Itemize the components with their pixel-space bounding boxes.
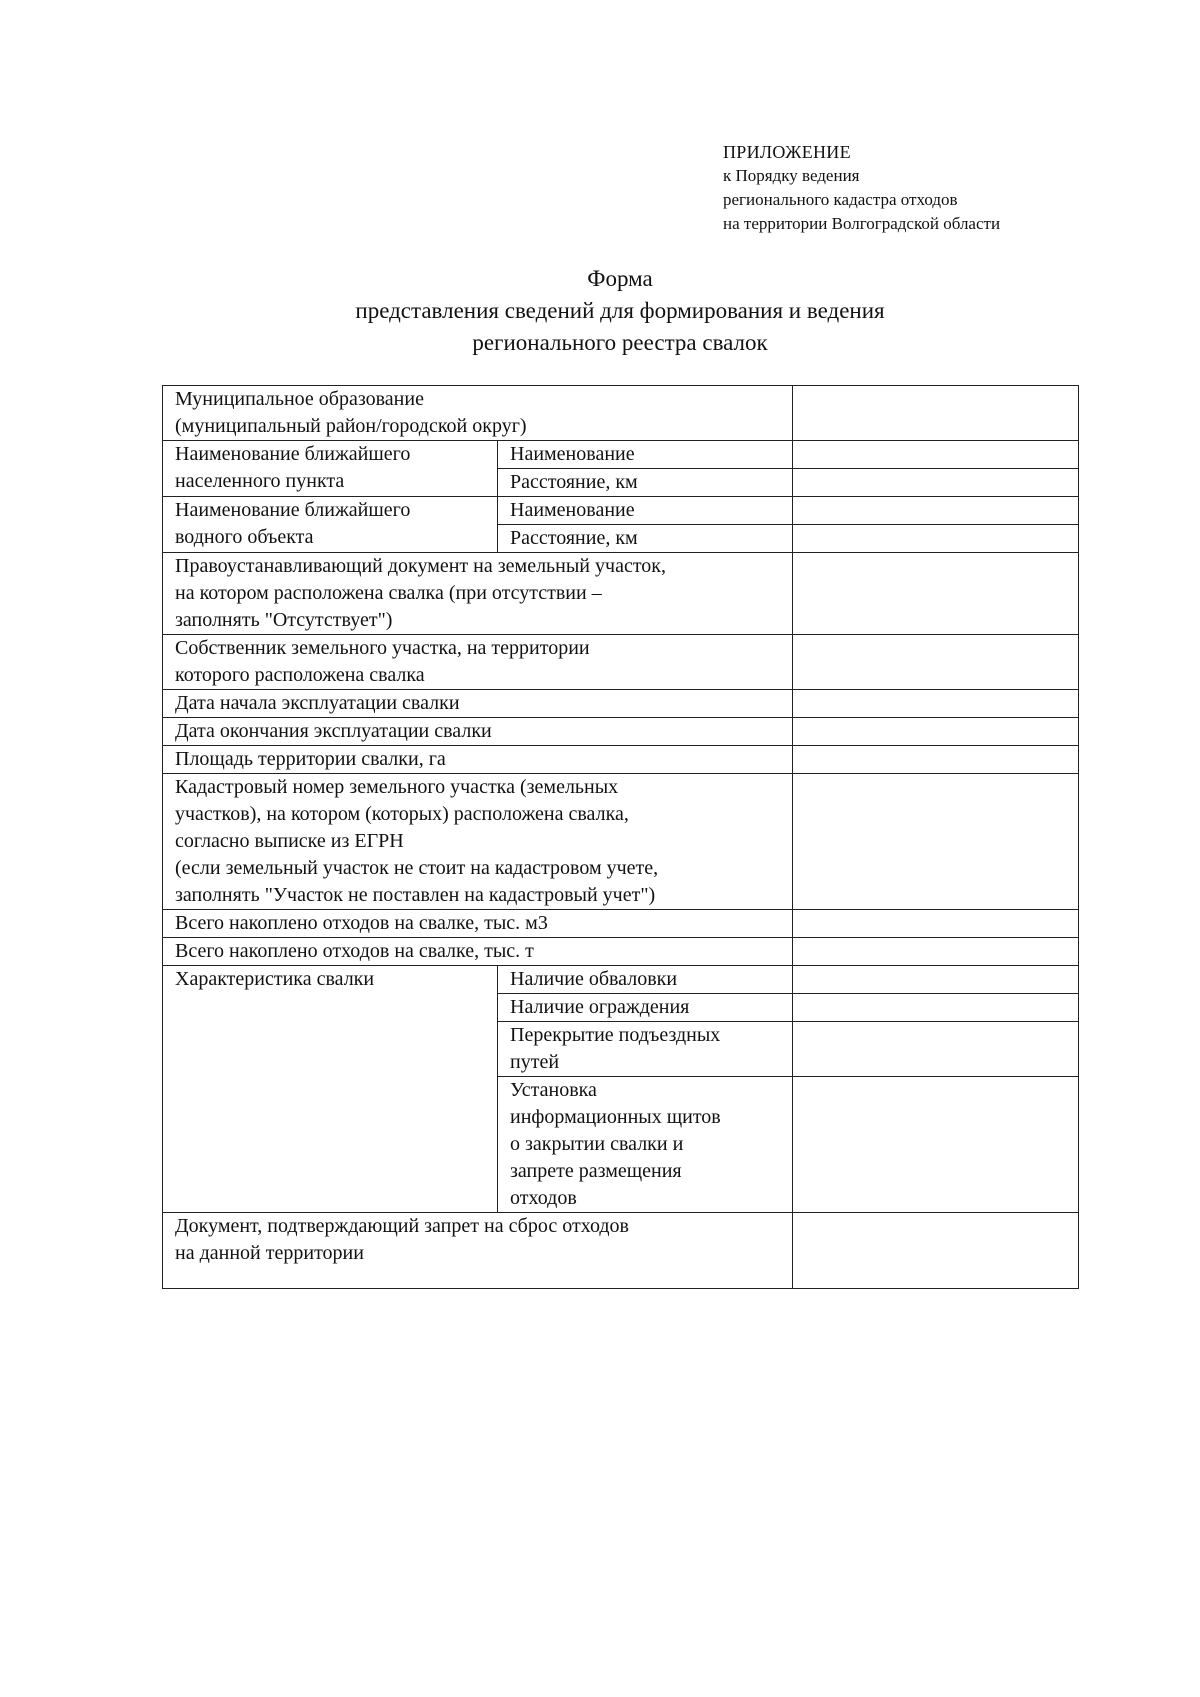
label-text: Кадастровый номер земельного участка (земельных [175,776,619,798]
table-row-owner [163,635,1079,690]
value-cell-fencing[interactable] [793,994,1079,1022]
label-cell [163,497,498,553]
label-cell [163,635,793,690]
appendix-line: к Порядку ведения [723,166,860,185]
value-cell-water-name[interactable] [793,497,1079,525]
label-cell: Всего накоплено отходов на свалке, тыс. т [163,938,793,966]
label-cell [163,386,793,441]
label-text: Перекрытие подъездных [510,1024,721,1046]
appendix-heading: ПРИЛОЖЕНИЕ [723,142,851,162]
value-cell-start-date[interactable] [793,690,1079,718]
value-cell-signs[interactable] [793,1077,1079,1213]
label-cell: Дата окончания эксплуатации свалки [163,718,793,746]
value-cell-owner[interactable] [793,635,1079,690]
sublabel-cell [498,1022,793,1077]
label-text: на данной территории [175,1242,364,1264]
form-title-line: Форма [587,266,653,291]
value-cell-end-date[interactable] [793,718,1079,746]
value-cell-settlement-distance[interactable] [793,469,1079,497]
label-text: (если земельный участок не стоит на кадастровом учете, [175,857,659,879]
label-text: Установка [510,1079,597,1101]
value-cell-waste-volume[interactable] [793,910,1079,938]
value-cell-embankment[interactable] [793,966,1079,994]
value-cell-roads[interactable] [793,1022,1079,1077]
label-text: отходов [510,1187,577,1209]
table-row-water [163,497,1079,525]
label-text: которого расположена свалка [175,664,425,686]
label-text: водного объекта [175,526,314,548]
table-row-settlement [163,441,1079,469]
sublabel-cell: Наличие ограждения [498,994,793,1022]
label-text: Документ, подтверждающий запрет на сброс отходов [175,1215,629,1237]
label-text: населенного пункта [175,470,345,492]
label-text: Наименование ближайшего [175,443,411,465]
value-cell-waste-mass[interactable] [793,938,1079,966]
label-cell [163,1213,793,1289]
label-text: на котором расположена свалка (при отсутствии – [175,582,602,604]
label-cell [163,441,498,497]
sublabel-cell: Расстояние, км [498,469,793,497]
label-text: информационных щитов [510,1106,721,1128]
value-cell-settlement-name[interactable] [793,441,1079,469]
label-text: путей [510,1051,560,1073]
sublabel-cell: Наличие обваловки [498,966,793,994]
label-text: согласно выписке из ЕГРН [175,830,404,852]
value-cell-municipal[interactable] [793,386,1079,441]
value-cell-ban-document[interactable] [793,1213,1079,1289]
label-text: (муниципальный район/городской округ) [175,415,527,437]
label-cell [163,553,793,635]
value-cell-area[interactable] [793,746,1079,774]
label-text: Правоустанавливающий документ на земельный участок, [175,555,667,577]
table-row-municipal [163,386,1079,441]
table-row-characteristics [163,966,1079,994]
form-title-line: представления сведений для формирования и ведения [355,298,885,323]
label-cell: Площадь территории свалки, га [163,746,793,774]
sublabel-cell: Наименование [498,441,793,469]
label-text: запрете размещения [510,1160,682,1182]
label-text: Наименование ближайшего [175,499,411,521]
form-title-line: регионального реестра свалок [472,330,768,355]
table-row-cadastral [163,774,1079,910]
label-cell: Всего накоплено отходов на свалке, тыс. м3 [163,910,793,938]
value-cell-title-document[interactable] [793,553,1079,635]
label-cell [163,774,793,910]
appendix-line: на территории Волгоградской области [723,214,1001,233]
label-text: заполнять "Участок не поставлен на кадастровый учет") [175,884,656,906]
label-text: Муниципальное образование [175,388,424,410]
table-row-waste-volume [163,910,1079,938]
form-title [150,263,1090,359]
value-cell-water-distance[interactable] [793,525,1079,553]
table-row-start-date [163,690,1079,718]
table-row-ban-document [163,1213,1079,1289]
appendix-line: регионального кадастра отходов [723,190,958,209]
table-row-title-document [163,553,1079,635]
sublabel-cell: Расстояние, км [498,525,793,553]
label-text: Собственник земельного участка, на территории [175,637,590,659]
label-text: заполнять "Отсутствует") [175,609,393,631]
label-text: о закрытии свалки и [510,1133,684,1155]
table-row-end-date [163,718,1079,746]
sublabel-cell: Наименование [498,497,793,525]
appendix-block [723,140,1000,236]
value-cell-cadastral[interactable] [793,774,1079,910]
table-row-area [163,746,1079,774]
sublabel-cell [498,1077,793,1213]
label-cell: Характеристика свалки [163,966,498,1213]
table-row-waste-mass [163,938,1079,966]
form-table [162,385,1079,1289]
label-text: участков), на котором (которых) расположена свалка, [175,803,629,825]
label-cell: Дата начала эксплуатации свалки [163,690,793,718]
